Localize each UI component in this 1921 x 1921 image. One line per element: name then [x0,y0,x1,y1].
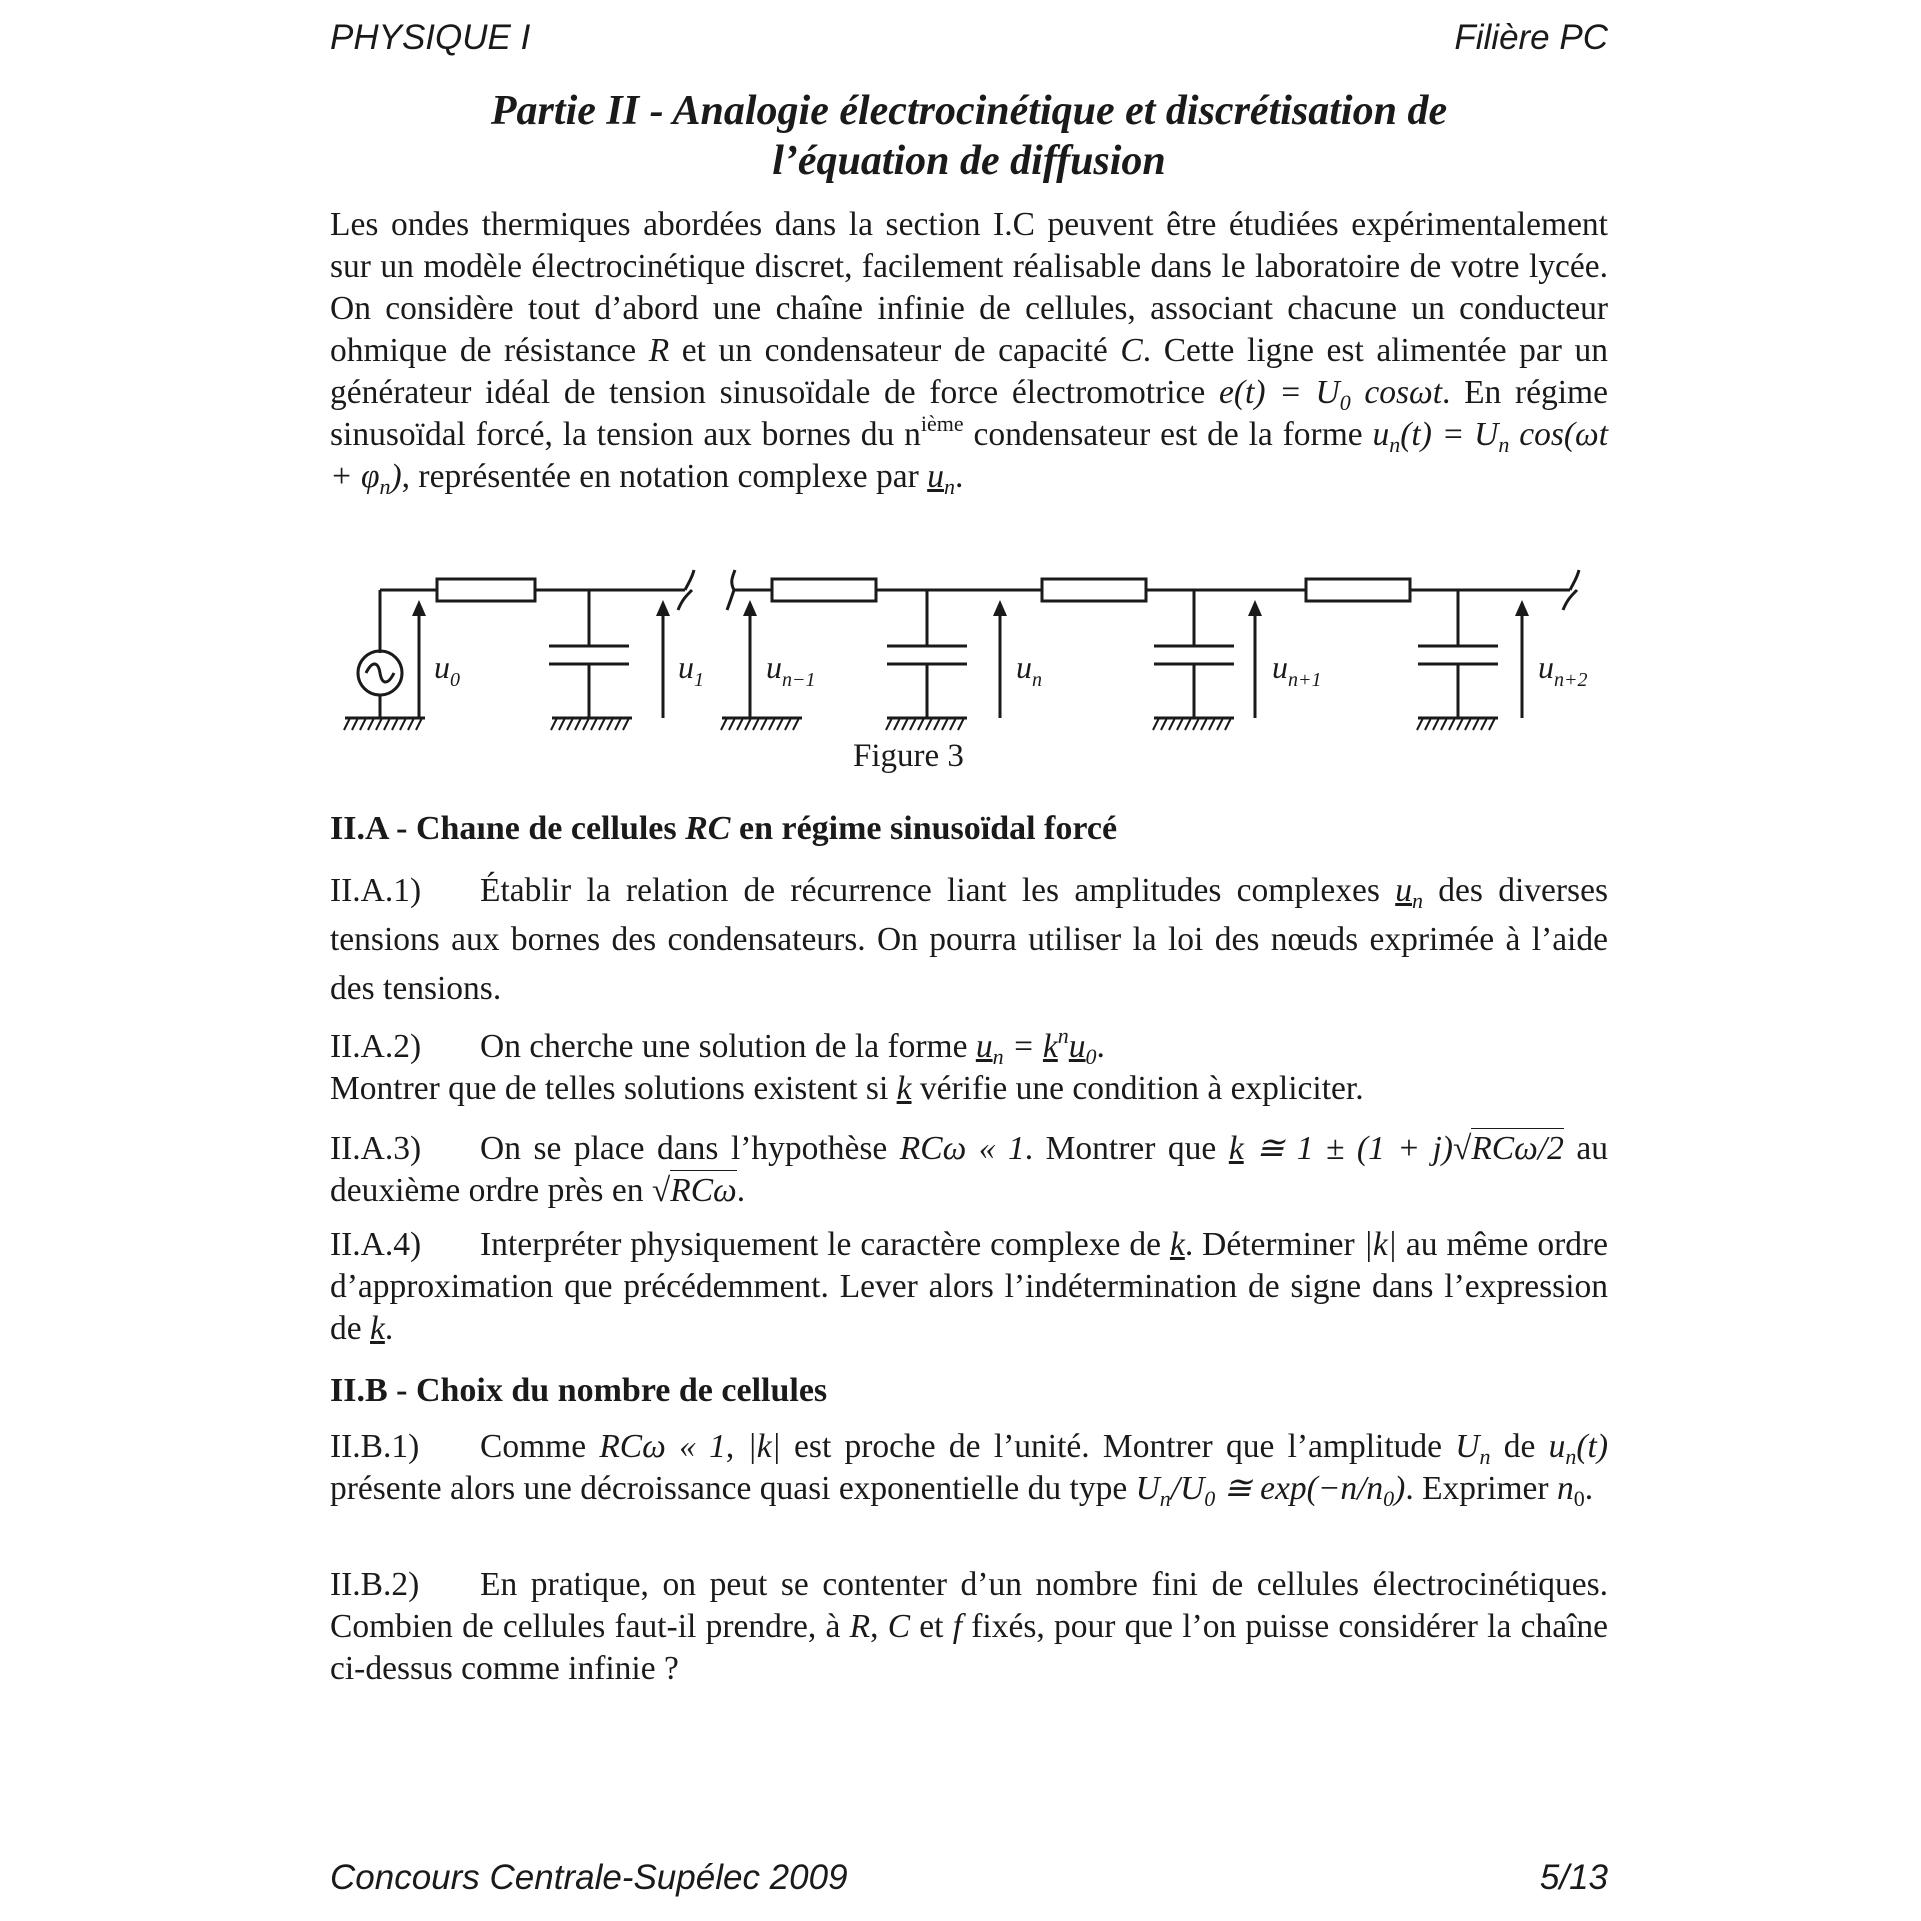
Un-sub: n [1479,1444,1491,1469]
ground-icon [1417,718,1498,730]
emf-expression [1219,374,1442,415]
question-text: fixés, pour que l’on puisse considérer la chaîne ci-dessus comme infinie ? [330,1608,1608,1687]
un-u: u [975,1028,993,1065]
question-a2 [330,1023,1608,1110]
section-b-title: II.B - Choix du nombre de cellules [330,1372,828,1409]
var-R: R [648,332,670,369]
k-var: k [1228,1130,1244,1167]
un-u: u [1548,1428,1566,1465]
section-a-title [330,810,1117,848]
ac-generator-icon [358,590,402,718]
question-text: Établir la relation de récurrence liant les amplitudes complexes [480,872,1396,909]
k-var: k [896,1070,912,1107]
un-complex [927,458,955,499]
question-label: II.A.3) [330,1130,422,1167]
un-d: ) [390,458,402,495]
un-b: (t) = U [1400,416,1499,453]
intro-text: et un condensateur de capacité [669,332,1121,369]
un-t: $u_n(t)$ [1548,1428,1609,1469]
footer-page-number: 5/13 [1539,1858,1608,1897]
ground-icon [551,718,632,730]
hypothesis: RCω « 1 [599,1428,726,1465]
var-f: f [952,1608,963,1645]
n0-n: n [1556,1470,1574,1507]
ieme-sup: ième [920,411,964,436]
ratio-d: ) [1394,1470,1406,1507]
un-a: u [1372,416,1390,453]
question-a1 [330,866,1608,1013]
k-exp: n [1057,1023,1069,1048]
question-text: Comme [480,1428,600,1465]
un-sub: n [1389,432,1401,457]
intro-text: . En régime sinusoïdal forcé, la tension aux bornes du n [330,374,1608,453]
un-u: u [1395,872,1412,909]
u0-complex [1068,1028,1097,1069]
question-label: II.A.4) [330,1226,422,1263]
k-modulus: |k| [1363,1226,1397,1263]
question-text: En pratique, on peut se contenter d’un nombre fini de cellules électrocinétiques. Combien de cellules faut-il prendre, à [330,1566,1608,1645]
label-u0: $u_0$ [434,649,460,691]
question-text: est proche de l’unité. Montrer que l’amplitude [780,1428,1456,1465]
decay-law [1135,1470,1406,1511]
capacitor [887,590,967,718]
question-text: Montrer que de telles solutions existent si [330,1070,897,1107]
intro-text: . Cette ligne est alimentée par un générateur idéal de tension sinusoïdale de force électromotrice [330,332,1608,411]
resistor [437,579,535,601]
question-text: au même ordre d’approximation que précédemment. Lever alors l’indétermination de signe dans l’expression de [330,1226,1608,1347]
question-text: On cherche une solution de la forme [480,1028,976,1065]
part-title [330,86,1608,186]
intro-text: . [954,458,964,495]
capacitor [1418,590,1498,718]
phi-sub: n [379,474,391,499]
resistor [1306,579,1410,601]
ratio-a: U [1135,1470,1160,1507]
un-sub: n [992,1044,1004,1069]
k-modulus: |k| [747,1428,781,1465]
un-complex [975,1028,1004,1069]
label-un-minus-1: $u_{n-1}$ [766,649,816,691]
part-title-line2: l’équation de diffusion [772,138,1166,184]
question-a4 [330,1224,1608,1350]
u0-u: u [1068,1028,1086,1065]
emf: e(t) = U [1219,374,1340,411]
question-text: et [910,1608,953,1645]
question-text: . Exprimer [1405,1470,1557,1507]
capacitor [549,590,629,718]
k-var: k [1042,1028,1058,1065]
intro-text: condensateur est de la forme [963,416,1373,453]
ground-icon [344,718,425,730]
question-b2 [330,1564,1608,1690]
question-text: vérifie une condition à expliciter. [911,1070,1364,1107]
radicand: RCω/2 [1471,1130,1564,1167]
header-track: Filière PC [1454,18,1608,57]
ratio-c: ≅ exp(−n/n [1215,1470,1384,1507]
un-complex-u: u [927,458,944,495]
question-label: II.B.2) [330,1566,420,1603]
question-text: au deuxième ordre près en [330,1130,1608,1209]
question-text: de [1490,1428,1549,1465]
question-text: . [1096,1028,1105,1065]
intro-text: , représentée en notation complexe par [401,458,928,495]
un-sub: n [1411,888,1423,913]
Un-U: U [1455,1428,1480,1465]
u0-sub: 0 [1085,1044,1097,1069]
ground-icon [721,718,802,730]
question-label: II.A.1) [330,872,422,909]
section-a-title-text: en régime sinusoïdal forcé [730,810,1118,847]
label-un-plus-2: $u_{n+2}$ [1538,649,1588,691]
question-text: des diverses tensions aux bornes des condensateurs. On pourra utiliser la loi des nœuds exprimée à l’aide des tensions. [330,872,1608,1007]
ground-icon [886,718,967,730]
k-approx: ≅ 1 ± (1 + j) [1243,1130,1453,1167]
break-mark [732,570,735,590]
k-var: k [1169,1226,1185,1263]
question-text: . [384,1310,394,1347]
question-a2-line2 [330,1068,1608,1110]
label-un: $u_n$ [1016,649,1042,691]
section-a-title-text: II.A - Chaıne de cellules [330,810,686,847]
un-sub: n [1565,1444,1577,1469]
emf-sub: 0 [1339,390,1351,415]
header-subject: PHYSIQUE I [330,18,531,57]
hypothesis: RCω « 1 [899,1130,1025,1167]
question-text: . Montrer que [1024,1130,1229,1167]
question-b1 [330,1426,1608,1510]
question-text: Interpréter physiquement le caractère complexe de [480,1226,1170,1263]
var-C: C [1120,332,1143,369]
var-R: R [849,1608,871,1645]
ground-icon [1153,718,1234,730]
question-text: , [870,1608,888,1645]
ratio-sub: n [1159,1486,1171,1511]
part-title-line1: Partie II - Analogie électrocinétique et discrétisation de [490,88,1448,134]
k-var: k [370,1310,385,1347]
question-text: . [736,1172,746,1209]
figure-caption: Figure 3 [853,738,964,774]
emf-tail: cosωt [1350,374,1442,411]
question-text: . Déterminer [1184,1226,1364,1263]
intro-paragraph [330,204,1608,498]
break-mark [1570,570,1579,590]
Un-amplitude [1455,1428,1491,1469]
capacitor [1154,590,1234,718]
footer-contest: Concours Centrale-Supélec 2009 [330,1858,848,1897]
label-u1: $u_1$ [678,649,704,691]
un-complex-sub: n [943,474,955,499]
question-text: , [725,1428,748,1465]
question-label: II.A.2) [330,1028,422,1065]
resistor [1042,579,1146,601]
question-text: On se place dans l’hypothèse [480,1130,900,1167]
question-a3: II.A.3) On se place dans l’hypothèse RCω « 1. Montrer que k ≅ 1 ± (1 + j)√RCω/2 au deuxième ordre près en √RCω. [330,1130,1608,1209]
var-C: C [887,1608,911,1645]
n0-sub: 0 [1383,1486,1395,1511]
section-a-title-rc: RC [685,810,731,847]
n0-sub: 0 [1573,1486,1585,1511]
ratio-b: /U [1170,1470,1205,1507]
break-mark [685,570,694,590]
intro-text: Les ondes thermiques abordées dans la section I.C peuvent être étudiées expérimentalement sur un modèle électrocinétique discret, facilement réalisable dans le laboratoire de votre lycée. On considère tout d’abord une chaîne infinie de cellules, associant chacune un conducteur ohmique de résistance [330,206,1608,369]
question-label: II.B.1) [330,1428,420,1465]
radicand: RCω [670,1172,737,1209]
Un-sub: n [1498,432,1510,457]
un-c: cos(ωt + φ [330,416,1608,495]
question-text: . [1584,1470,1594,1507]
rc-ladder-circuit [330,548,1620,738]
ratio-sub0: 0 [1204,1486,1216,1511]
label-un-plus-1: $u_{n+1}$ [1272,649,1322,691]
solution-form: $u_n = k^nu_0$ [975,1023,1097,1069]
un-complex [1395,872,1423,913]
question-text: présente alors une décroissance quasi exponentielle du type [330,1470,1136,1507]
resistor [772,579,876,601]
